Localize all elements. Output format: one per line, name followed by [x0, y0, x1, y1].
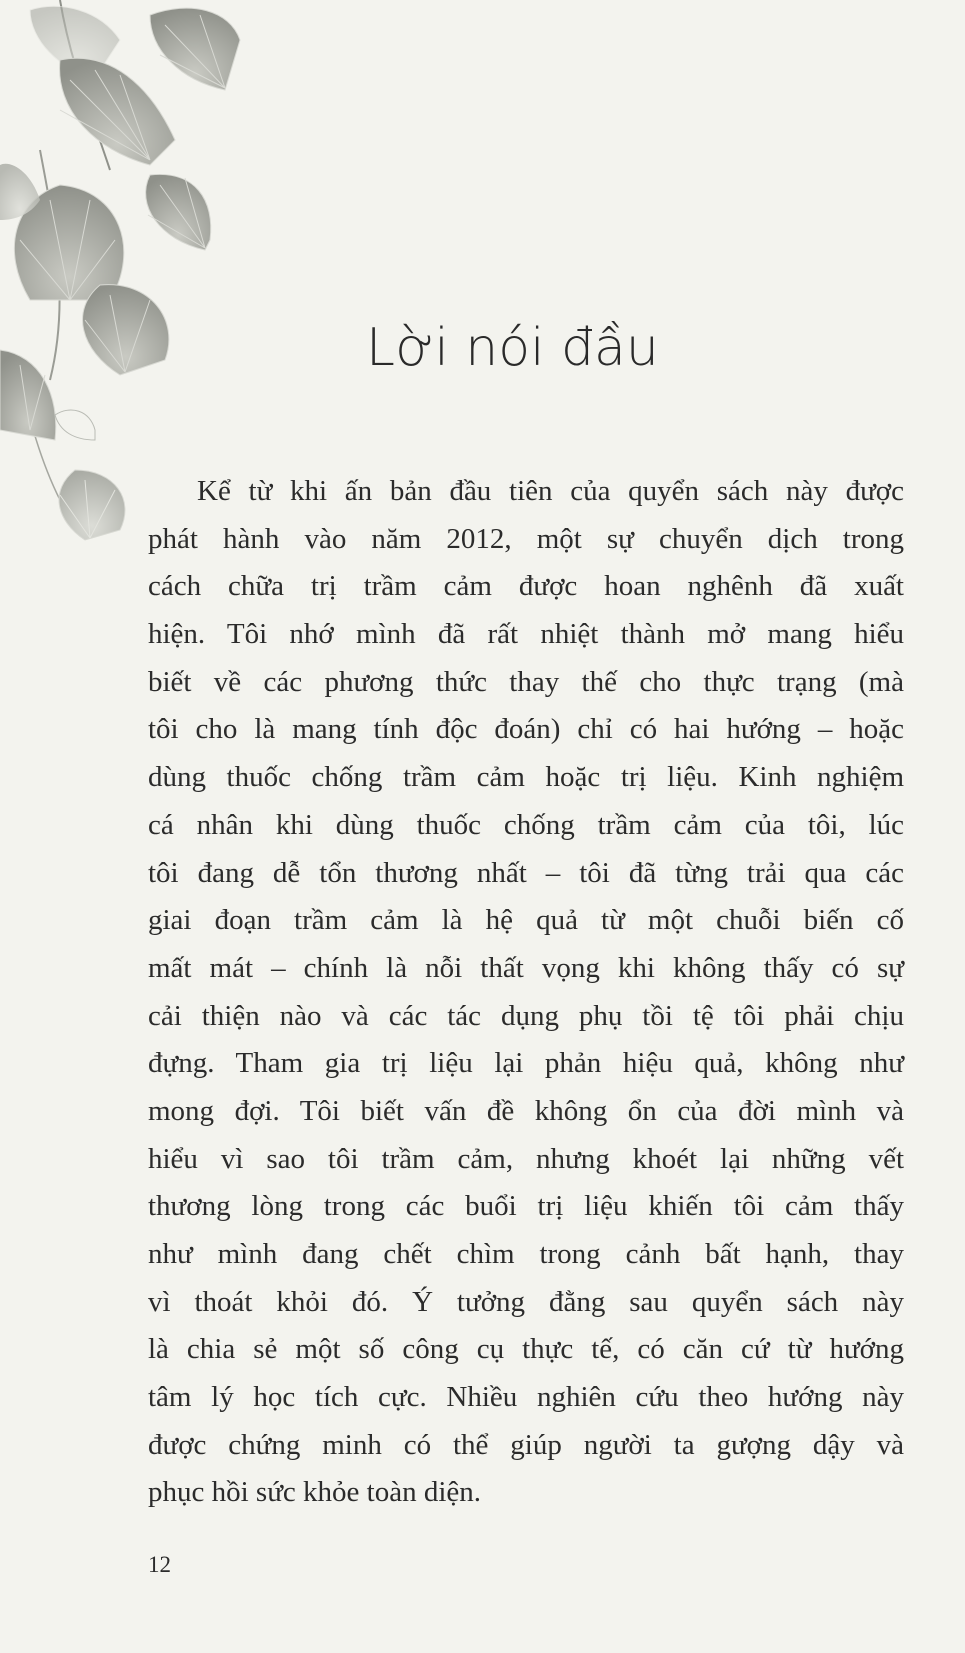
paragraph-line: cách chữa trị trầm cảm được hoan nghênh đã xuất	[148, 570, 904, 603]
paragraph-line: đựng. Tham gia trị liệu lại phản hiệu quả, không như	[148, 1047, 904, 1080]
paragraph-line: mất mát – chính là nỗi thất vọng khi không thấy có sự	[148, 951, 904, 984]
paragraph-line: phát hành vào năm 2012, một sự chuyển dịch trong	[148, 522, 904, 555]
paragraph-line: được chứng minh có thể giúp người ta gượng dậy và	[148, 1428, 904, 1461]
page-number: 12	[148, 1552, 171, 1577]
paragraph-line: cá nhân khi dùng thuốc chống trầm cảm của tôi, lúc	[148, 808, 904, 841]
paragraph-line: hiểu vì sao tôi trầm cảm, nhưng khoét lại những vết	[148, 1142, 904, 1175]
paragraph-line: thương lòng trong các buổi trị liệu khiến tôi cảm thấy	[148, 1190, 904, 1223]
paragraph-line: mong đợi. Tôi biết vấn đề không ổn của đời mình và	[148, 1094, 904, 1127]
paragraph-line: Kể từ khi ấn bản đầu tiên của quyển sách này được	[197, 475, 904, 507]
paragraph-line: tôi cho là mang tính độc đoán) chỉ có hai hướng – hoặc	[148, 713, 904, 746]
paragraph-line: như mình đang chết chìm trong cảnh bất hạnh, thay	[148, 1238, 904, 1270]
paragraph-line: phục hồi sức khỏe toàn diện.	[148, 1476, 482, 1509]
paragraph-line: cải thiện nào và các tác dụng phụ tồi tệ tôi phải chịu	[148, 999, 904, 1032]
preface-paragraph	[148, 468, 904, 1517]
paragraph-line: là chia sẻ một số công cụ thực tế, có căn cứ từ hướng	[148, 1333, 904, 1366]
paragraph-line: hiện. Tôi nhớ mình đã rất nhiệt thành mở mang hiểu	[148, 618, 904, 651]
paragraph-line: tôi đang dễ tổn thương nhất – tôi đã từng trải qua các	[148, 856, 904, 889]
page-title: Lời nói đầu	[366, 318, 659, 378]
paragraph-line: biết về các phương thức thay thế cho thực trạng (mà	[148, 665, 904, 698]
paragraph-line: tâm lý học tích cực. Nhiều nghiên cứu theo hướng này	[148, 1381, 904, 1414]
paragraph-line: giai đoạn trầm cảm là hệ quả từ một chuỗi biến cố	[148, 904, 904, 937]
paragraph-line: vì thoát khỏi đó. Ý tưởng đằng sau quyển sách này	[148, 1285, 904, 1318]
paragraph-line: dùng thuốc chống trầm cảm hoặc trị liệu. Kinh nghiệm	[148, 761, 904, 794]
